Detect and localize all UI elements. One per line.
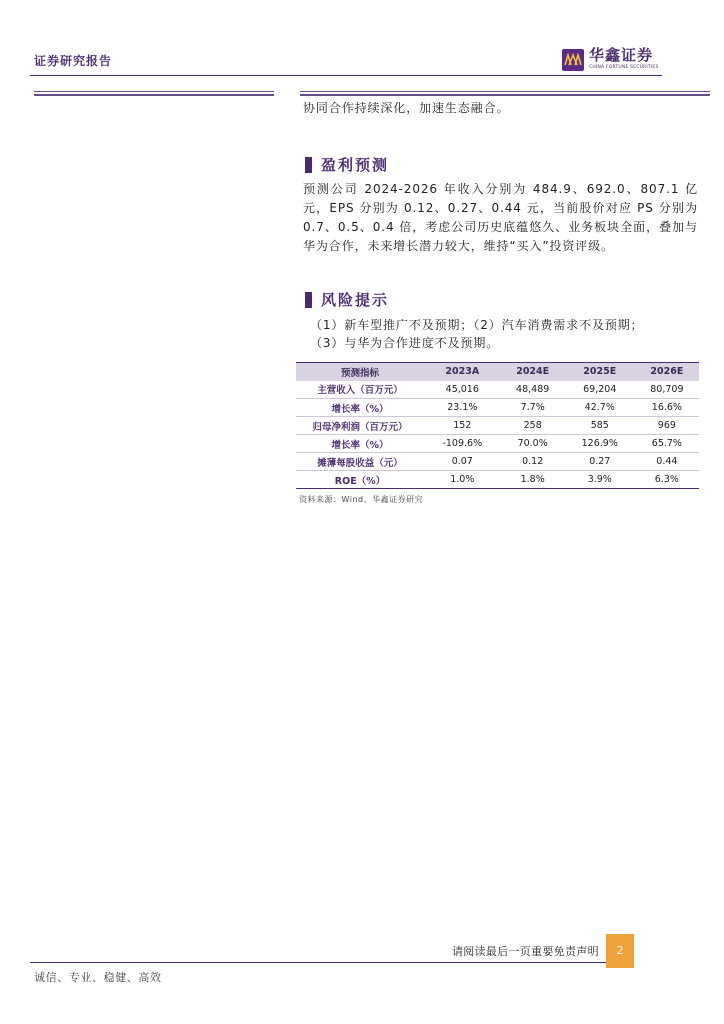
table-cell: 0.12	[501, 453, 565, 471]
table-row	[296, 435, 699, 453]
table-cell: 65.7%	[635, 435, 699, 453]
risk-section-title: 风险提示	[321, 291, 390, 309]
logo-name-en: CHINA FORTUNE SECURITIES	[589, 65, 659, 70]
table-header: 预测指标	[296, 363, 424, 381]
table-cell: 70.0%	[501, 435, 565, 453]
table-header: 2026E	[635, 363, 699, 381]
table-cell: 7.7%	[501, 399, 565, 417]
table-header-row	[296, 363, 699, 381]
table-row	[296, 417, 699, 435]
table-cell: 6.3%	[635, 471, 699, 489]
report-type-title: 证券研究报告	[34, 54, 113, 68]
table-cell: 0.27	[565, 453, 635, 471]
table-cell: 42.7%	[565, 399, 635, 417]
table-cell: 126.9%	[565, 435, 635, 453]
table-cell: 1.8%	[501, 471, 565, 489]
row-label: ROE（%）	[296, 471, 424, 489]
disclaimer-link[interactable]: 请阅读最后一页重要免责声明	[452, 945, 599, 958]
logo-mark-icon	[562, 49, 584, 71]
section-marker	[305, 157, 312, 173]
table-cell: 1.0%	[424, 471, 501, 489]
company-logo	[562, 47, 659, 72]
footer-slogan: 诚信、专业、稳健、高效	[34, 971, 162, 984]
table-cell: 3.9%	[565, 471, 635, 489]
row-label: 增长率（%）	[296, 399, 424, 417]
table-row	[296, 471, 699, 489]
forecast-table	[296, 362, 699, 489]
risk-line-1: （1）新车型推广不及预期；（2）汽车消费需求不及预期；	[310, 318, 644, 332]
table-row	[296, 453, 699, 471]
logo-name-cn: 华鑫证券	[589, 46, 654, 64]
table-cell: 23.1%	[424, 399, 501, 417]
table-cell: 69,204	[565, 381, 635, 399]
table-cell: 969	[635, 417, 699, 435]
right-column-band	[300, 91, 710, 97]
table-cell: -109.6%	[424, 435, 501, 453]
table-cell: 0.07	[424, 453, 501, 471]
earnings-section-heading	[305, 154, 389, 175]
table-header: 2024E	[501, 363, 565, 381]
table-header: 2023A	[424, 363, 501, 381]
table-header: 2025E	[565, 363, 635, 381]
row-label: 摊薄每股收益（元）	[296, 453, 424, 471]
section-marker	[305, 292, 312, 308]
table-cell: 80,709	[635, 381, 699, 399]
row-label: 主营收入（百万元）	[296, 381, 424, 399]
footer-divider	[30, 962, 606, 963]
table-cell: 45,016	[424, 381, 501, 399]
page-number: 2	[606, 934, 634, 968]
table-cell: 585	[565, 417, 635, 435]
row-label: 增长率（%）	[296, 435, 424, 453]
table-cell: 0.44	[635, 453, 699, 471]
earnings-paragraph: 预测公司 2024-2026 年收入分别为 484.9、692.0、807.1 亿元，EPS 分别为 0.12、0.27、0.44 元，当前股价对应 PS 分别为 0.7、0.5、0.4 倍，考虑公司历史底蕴悠久、业务板块全面，叠加与华为合作，未来增长潜力较大，维持“买入”投资评级。	[303, 182, 698, 253]
risk-section-heading	[305, 289, 389, 310]
risk-line-2: （3）与华为合作进度不及预期。	[310, 336, 500, 350]
table-row	[296, 381, 699, 399]
header-divider	[30, 75, 662, 76]
table-cell: 258	[501, 417, 565, 435]
table-cell: 48,489	[501, 381, 565, 399]
table-cell: 152	[424, 417, 501, 435]
left-column-band	[34, 91, 274, 97]
earnings-section-title: 盈利预测	[321, 156, 390, 174]
table-cell: 16.6%	[635, 399, 699, 417]
table-source-note: 资料来源：Wind、华鑫证券研究	[299, 495, 424, 504]
row-label: 归母净利润（百万元）	[296, 417, 424, 435]
table-row	[296, 399, 699, 417]
intro-line: 协同合作持续深化，加速生态融合。	[303, 101, 510, 115]
